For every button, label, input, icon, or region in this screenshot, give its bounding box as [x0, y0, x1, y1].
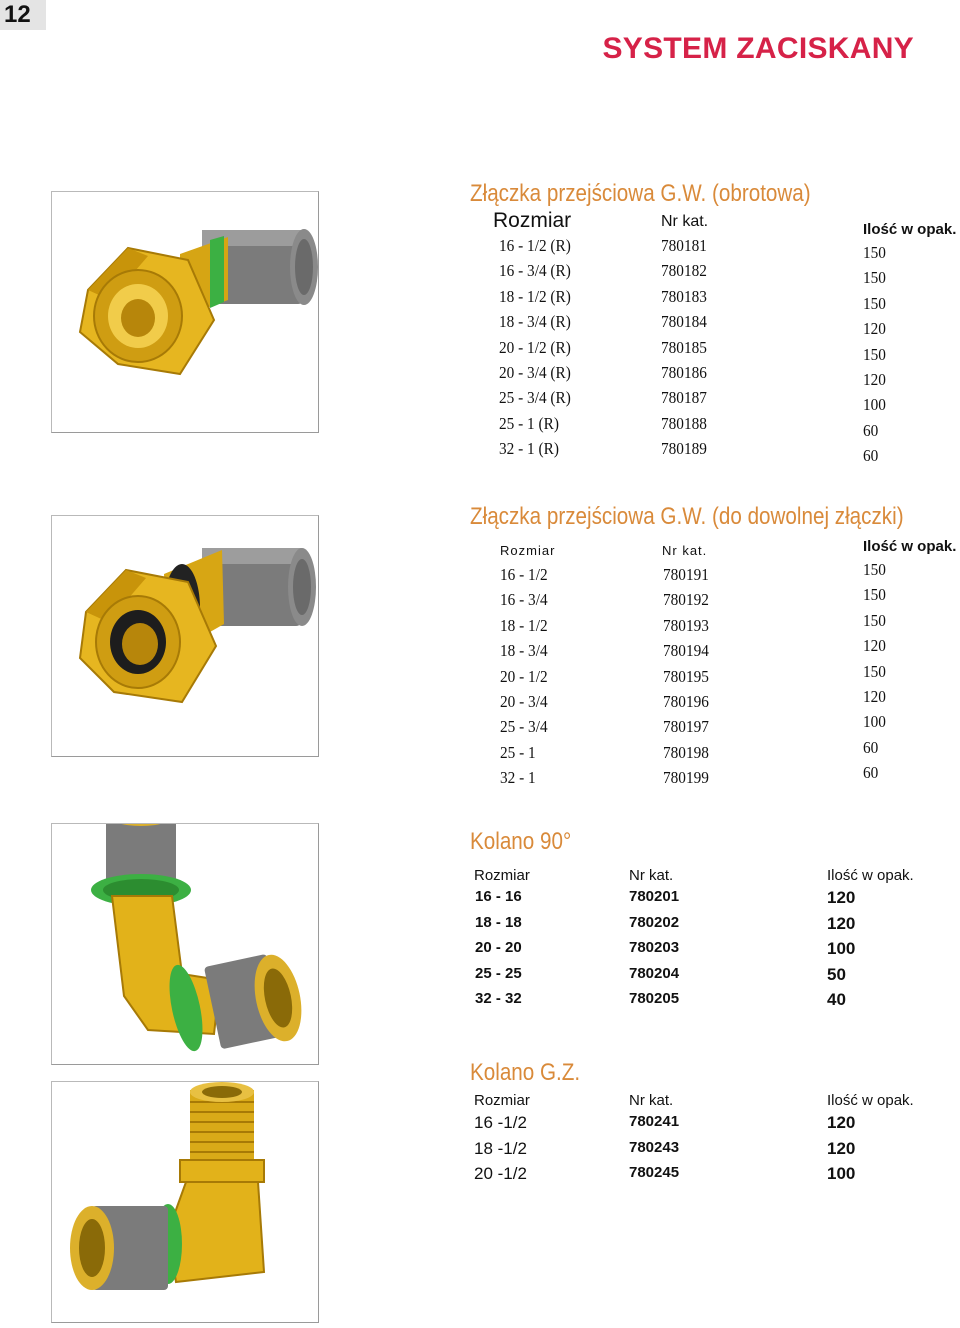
cell-size: 18 - 1/2 (R)	[499, 286, 571, 306]
cell-size: 20 - 3/4	[500, 692, 548, 711]
cell-code: 780204	[629, 964, 680, 982]
product-image-adapter	[51, 515, 319, 757]
cell-code: 780203	[629, 939, 680, 957]
cell-code: 780183	[661, 286, 707, 306]
product-image-elbow-90	[51, 823, 319, 1065]
cell-code: 780195	[663, 666, 709, 686]
cell-size: 25 - 3/4 (R)	[499, 388, 571, 408]
page-number: 12	[0, 0, 46, 30]
section-title-swivel-adapter: Złączka przejściowa G.W. (obrotowa)	[470, 180, 811, 207]
cell-code: 780181	[661, 236, 707, 255]
cell-code: 780205	[629, 990, 680, 1008]
header-size: Rozmiar	[474, 867, 530, 884]
cell-code: 780192	[663, 590, 709, 610]
cell-qty: 150	[863, 293, 886, 313]
section-title-adapter: Złączka przejściowa G.W. (do dowolnej złączki)	[470, 503, 904, 530]
page-headline: SYSTEM ZACISKANY	[602, 32, 914, 65]
cell-code: 780185	[661, 337, 707, 357]
cell-qty: 40	[827, 990, 846, 1010]
cell-code: 780193	[663, 615, 709, 635]
cell-size: 16 -1/2	[474, 1113, 527, 1132]
cell-size: 20 - 1/2	[500, 666, 548, 686]
cell-size: 20 - 1/2 (R)	[499, 337, 571, 357]
header-qty: Ilość w opak.	[827, 1092, 914, 1109]
cell-qty: 120	[863, 687, 886, 706]
cell-size: 32 - 32	[475, 990, 522, 1008]
header-qty: Ilość w opak.	[863, 221, 957, 238]
cell-qty: 100	[863, 395, 886, 415]
cell-qty: 150	[863, 661, 886, 681]
cell-size: 18 - 3/4	[500, 641, 548, 661]
cell-code: 780182	[661, 261, 707, 281]
cell-qty: 150	[863, 344, 886, 364]
cell-code: 780186	[661, 363, 707, 382]
cell-qty: 60	[863, 446, 879, 466]
header-qty: Ilość w opak.	[827, 867, 914, 884]
cell-code: 780245	[629, 1164, 680, 1181]
cell-qty: 120	[863, 636, 886, 656]
cell-qty: 120	[863, 319, 886, 339]
cell-code: 780196	[663, 692, 709, 711]
cell-size: 18 - 18	[475, 913, 522, 931]
product-image-swivel-adapter	[51, 191, 319, 433]
cell-size: 16 - 3/4 (R)	[499, 261, 571, 281]
cell-size: 20 -1/2	[474, 1164, 527, 1183]
header-size: Rozmiar	[500, 543, 556, 558]
header-code: Nr kat.	[629, 867, 674, 884]
cell-size: 18 -1/2	[474, 1138, 527, 1158]
cell-size: 16 - 1/2 (R)	[499, 236, 571, 255]
cell-size: 20 - 20	[475, 939, 522, 957]
cell-code: 780198	[663, 742, 709, 762]
header-code: Nr kat.	[629, 1092, 674, 1109]
cell-qty: 120	[827, 1113, 856, 1132]
cell-code: 780202	[629, 913, 680, 931]
cell-size: 32 - 1	[500, 768, 536, 788]
cell-size: 16 - 16	[475, 888, 522, 905]
cell-qty: 150	[863, 268, 886, 288]
cell-size: 20 - 3/4 (R)	[499, 363, 571, 382]
header-size: Rozmiar	[493, 209, 572, 232]
product-image-male-elbow	[51, 1081, 319, 1323]
cell-qty: 120	[827, 888, 856, 907]
cell-qty: 100	[827, 939, 856, 959]
cell-qty: 60	[863, 763, 879, 783]
cell-code: 780184	[661, 312, 707, 332]
cell-code: 780194	[663, 641, 709, 661]
cell-qty: 50	[827, 964, 846, 984]
cell-code: 780243	[629, 1138, 680, 1156]
cell-code: 780188	[661, 413, 707, 433]
cell-qty: 60	[863, 420, 879, 440]
cell-code: 780201	[629, 888, 680, 905]
cell-size: 25 - 3/4	[500, 717, 548, 737]
cell-size: 16 - 3/4	[500, 590, 548, 610]
cell-qty: 100	[827, 1164, 856, 1183]
cell-qty: 100	[863, 712, 886, 732]
cell-size: 25 - 1 (R)	[499, 413, 559, 433]
cell-size: 25 - 1	[500, 742, 536, 762]
cell-size: 25 - 25	[475, 964, 522, 982]
cell-code: 780191	[663, 565, 709, 584]
cell-qty: 120	[827, 913, 856, 933]
header-qty: Ilość w opak.	[863, 538, 957, 555]
section-title-male-elbow: Kolano G.Z.	[470, 1059, 581, 1086]
cell-code: 780197	[663, 717, 709, 737]
cell-size: 18 - 1/2	[500, 615, 548, 635]
cell-code: 780241	[629, 1113, 680, 1130]
cell-qty: 150	[863, 243, 886, 262]
cell-qty: 150	[863, 560, 886, 579]
header-code: Nr kat.	[661, 213, 709, 230]
cell-code: 780187	[661, 388, 707, 408]
cell-qty: 120	[827, 1138, 856, 1158]
header-size: Rozmiar	[474, 1092, 530, 1109]
cell-code: 780199	[663, 768, 709, 788]
section-title-elbow-90: Kolano 90°	[470, 828, 572, 855]
header-code: Nr kat.	[662, 543, 708, 558]
cell-size: 18 - 3/4 (R)	[499, 312, 571, 332]
cell-qty: 60	[863, 737, 879, 757]
cell-qty: 150	[863, 610, 886, 630]
cell-qty: 150	[863, 585, 886, 605]
cell-size: 16 - 1/2	[500, 565, 548, 584]
cell-size: 32 - 1 (R)	[499, 439, 559, 459]
cell-code: 780189	[661, 439, 707, 459]
cell-qty: 120	[863, 370, 886, 389]
